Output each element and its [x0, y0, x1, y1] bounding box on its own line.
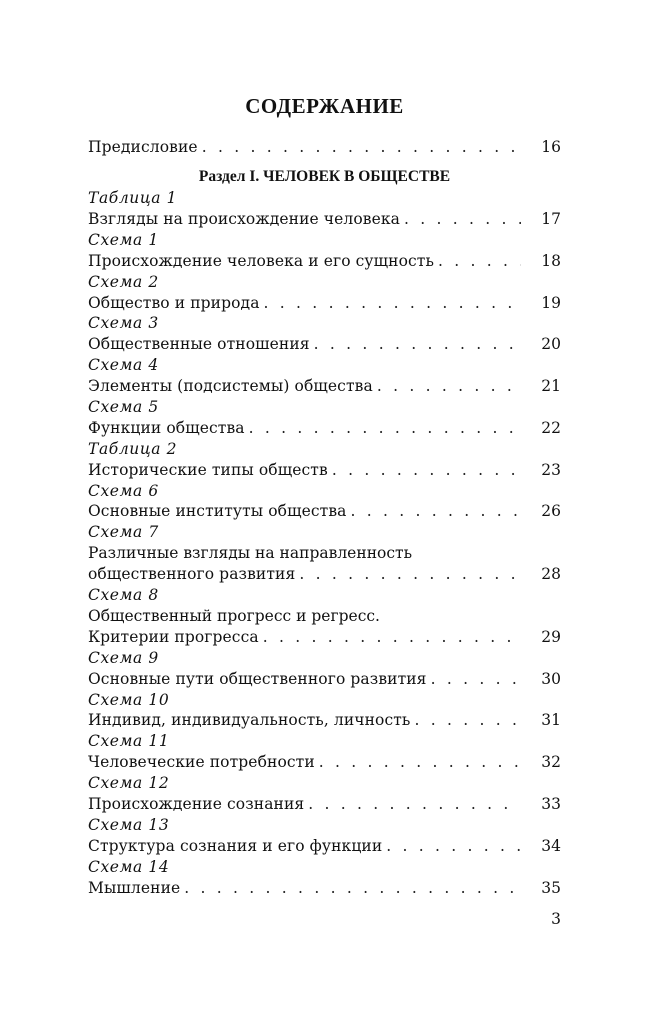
entry-page-number: 30: [541, 670, 561, 688]
entry-title: Человеческие потребности: [88, 753, 315, 771]
entry-title: Критерии прогресса: [88, 628, 259, 646]
entry-page-number: 16: [541, 138, 561, 156]
entry-page-number: 34: [541, 837, 561, 855]
toc-entry[interactable]: [88, 669, 561, 690]
entry-label: Схема 13: [88, 816, 170, 834]
entry-title: Исторические типы обществ: [88, 461, 328, 479]
entry-title: Общественные отношения: [88, 335, 310, 353]
entry-page-number: 21: [541, 377, 561, 395]
toc-entry[interactable]: [88, 836, 561, 857]
leader-dots: [249, 418, 521, 439]
entry-page-number: 32: [541, 753, 561, 771]
toc-entry[interactable]: [88, 752, 561, 773]
entry-title: общественного развития: [88, 565, 296, 583]
entry-title: Структура сознания и его функции: [88, 837, 383, 855]
toc-entry[interactable]: [88, 460, 561, 481]
entry-page-number: 28: [541, 565, 561, 583]
entry-label: Схема 5: [88, 398, 159, 416]
toc-entry[interactable]: [88, 564, 561, 585]
toc-entry[interactable]: [88, 376, 561, 397]
entry-page-number: 19: [541, 294, 561, 312]
entry-title: Элементы (подсистемы) общества: [88, 377, 373, 395]
entry-page-number: 29: [541, 628, 561, 646]
entry-title: Различные взгляды на направленность: [88, 544, 413, 562]
entry-title: Общественный прогресс и регресс.: [88, 607, 380, 625]
entry-title: Мышление: [88, 879, 181, 897]
entry-page-number: 23: [541, 461, 561, 479]
entry-title: Основные пути общественного развития: [88, 670, 427, 688]
entry-label: Схема 3: [88, 314, 159, 332]
entry-label: Схема 2: [88, 273, 159, 291]
toc-entry[interactable]: [88, 878, 561, 899]
leader-dots: [299, 564, 521, 585]
entry-label: Схема 6: [88, 482, 159, 500]
leader-dots: [308, 794, 521, 815]
toc-entry[interactable]: [88, 251, 561, 272]
entry-page-number: 18: [541, 252, 561, 270]
toc-entry[interactable]: [88, 418, 561, 439]
leader-dots: [438, 251, 521, 272]
entry-label: Схема 8: [88, 586, 159, 604]
entry-title: Предисловие: [88, 138, 198, 156]
entry-page-number: 17: [541, 210, 561, 228]
entry-label: Схема 1: [88, 231, 159, 249]
entry-label: Таблица 2: [88, 440, 178, 458]
leader-dots: [377, 376, 521, 397]
toc-entry-preface[interactable]: [88, 137, 561, 158]
toc-entry[interactable]: [88, 334, 561, 355]
toc-entry[interactable]: [88, 710, 561, 731]
leader-dots: [414, 710, 521, 731]
entry-label: Схема 4: [88, 356, 159, 374]
leader-dots: [202, 137, 521, 158]
leader-dots: [431, 669, 521, 690]
entry-page-number: 31: [541, 711, 561, 729]
leader-dots: [332, 460, 521, 481]
page-folio: 3: [551, 910, 561, 928]
toc-entry-line: [88, 606, 561, 627]
entry-page-number: 20: [541, 335, 561, 353]
section-heading: Раздел I. ЧЕЛОВЕК В ОБЩЕСТВЕ: [198, 168, 451, 185]
toc-entry-line: [88, 543, 561, 564]
entry-title: Происхождение человека и его сущность: [88, 252, 435, 270]
entry-label: Схема 14: [88, 858, 170, 876]
entry-title: Индивид, индивидуальность, личность: [88, 711, 411, 729]
toc-entry[interactable]: [88, 627, 561, 648]
leader-dots: [386, 836, 521, 857]
entry-title: Функции общества: [88, 419, 245, 437]
leader-dots: [351, 501, 522, 522]
entry-label: Схема 10: [88, 691, 170, 709]
leader-dots: [184, 878, 521, 899]
entry-label: Схема 11: [88, 732, 170, 750]
entry-page-number: 22: [541, 419, 561, 437]
entry-label: Схема 7: [88, 523, 159, 541]
leader-dots: [319, 752, 521, 773]
entry-label: Схема 9: [88, 649, 159, 667]
leader-dots: [264, 293, 521, 314]
leader-dots: [263, 627, 521, 648]
page-title: СОДЕРЖАНИЕ: [245, 94, 404, 118]
leader-dots: [314, 334, 521, 355]
leader-dots: [404, 209, 521, 230]
entry-label: Схема 12: [88, 774, 170, 792]
toc-entry[interactable]: [88, 293, 561, 314]
toc-entry[interactable]: [88, 501, 561, 522]
entry-title: Общество и природа: [88, 294, 260, 312]
entry-page-number: 33: [541, 795, 561, 813]
entry-title: Основные институты общества: [88, 502, 347, 520]
entry-title: Взгляды на происхождение человека: [88, 210, 401, 228]
entry-label: Таблица 1: [88, 189, 178, 207]
toc-entry[interactable]: [88, 209, 561, 230]
entry-page-number: 26: [541, 502, 561, 520]
entry-page-number: 35: [541, 879, 561, 897]
entry-title: Происхождение сознания: [88, 795, 305, 813]
toc-entry[interactable]: [88, 794, 561, 815]
